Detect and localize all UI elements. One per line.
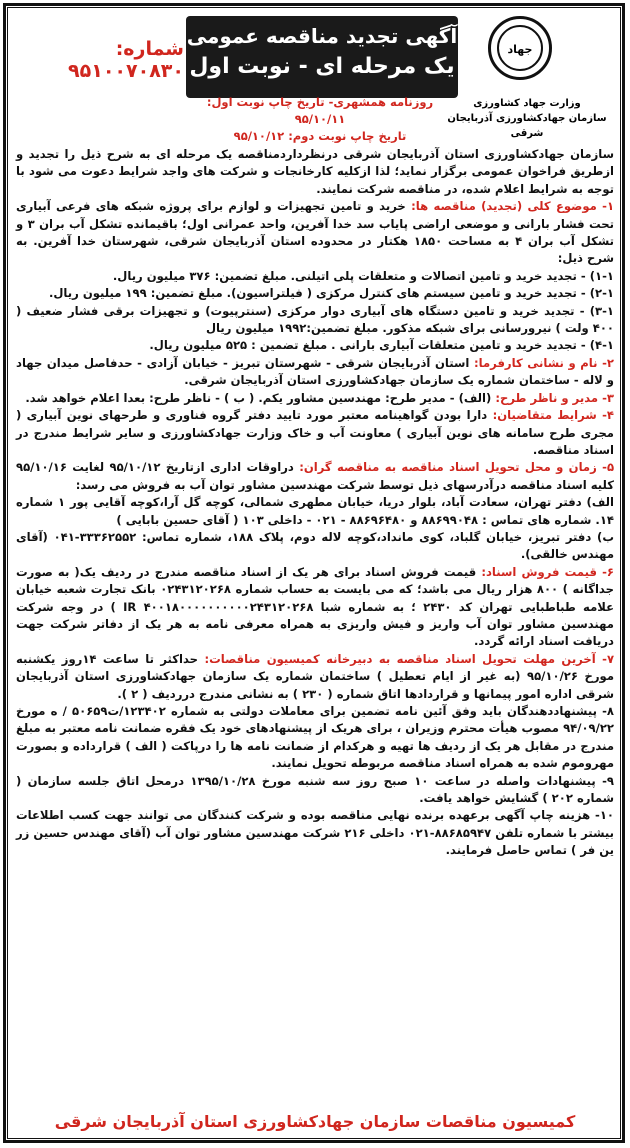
section-text: ۴-۱) - تجدید خرید و تامین متعلقات آبیاری بارانی . مبلغ تضمین : ۵۲۵ میلیون ریال. [149,338,614,353]
section-paragraph [16,529,614,564]
section-paragraph [16,773,614,808]
section-paragraph [16,337,614,354]
section-text: حداکثر تا ساعت ۱۴روز یکشنبه مورخ ۹۵/۱۰/۲۶ (به غیر از ایام تعطیل ) ساختمان شماره یک سازمان جهادکشاورزی استان آذربایجان شرقی اداره امور پیمانها و قراردادها اتاق شماره ( ۲۳۰ ) به نشانی مندرج درردیف ( ۲ ). [16,651,614,701]
section-label: ۶- قیمت فروش اسناد: [481,564,614,579]
title-banner [186,16,458,98]
section-text: ۱۰- هزینه چاپ آگهی برعهده برنده نهایی مناقصه بوده و شرکت کنندگان می توانند جهت کسب اطلاعات بیشتر با شماره تلفن ۸۸۶۸۵۹۴۷-۰۲۱ داخلی ۲۱۶ شرکت مهندسین مشاور توان آب (آقای مهندس حسین زر ین فر ) تماس حاصل فرمایند. [16,808,614,858]
section-text: (الف) - مدیر طرح: مهندسین مشاور یکم. ( ب ) - ناظر طرح: بعدا اعلام خواهد شد. [25,390,496,405]
section-paragraph [16,285,614,302]
date-line-2: تاریخ چاپ نوبت دوم: ۹۵/۱۰/۱۲ [233,129,407,143]
section-label: ۱- موضوع کلی (تجدید) مناقصه ها: [411,199,615,214]
sections-list [16,198,614,859]
print-dates [190,94,450,145]
section-label: ۷- آخرین مهلت تحویل اسناد مناقصه به دبیرخانه کمیسیون مناقصات: [204,651,615,666]
notice-body [16,146,614,860]
section-text: قیمت فروش اسناد برای هر یک از اسناد مناقصه مندرج در ردیف یک( به صورت جداگانه ) ۸۰۰ هزار ریال می باشد؛ که می بایست به حساب شماره ۰۲۴۳۱۲۰۲۶۸ بانک تجارت شعبه خیابان علامه طباطبایی تهران کد ۲۴۳۰ ؛ به شماره شبا IR ۴۰۰۱۸۰۰۰۰۰۰۰۰۰۰۲۴۳۱۲۰۲۶۸ ) در وجه شرکت مهندسین مشاور توان آب واریز و فیش واریزی به همراه معرفی نامه به هر یک از دفاتر شرکت جهت دریافت اسناد ارائه گردد. [16,564,614,649]
section-text: دراوقات اداری ازتاریخ ۹۵/۱۰/۱۲ لغایت ۹۵/۱۰/۱۶ کلیه اسناد مناقصه درآدرسهای ذیل توسط شرکت مهندسین مشاور توان آب به فروش می رسد: [16,460,614,492]
section-paragraph [16,303,614,338]
section-paragraph [16,651,614,703]
section-label: ۴- شرایط متقاضیان: [492,408,614,423]
section-label: ۵- زمان و محل تحویل اسناد مناقصه به مناقصه گران: [299,460,615,475]
ministry-line-2: سازمان جهادکشاورزی آذربایجان شرقی [447,113,607,139]
footer-signature: کمیسیون مناقصات سازمان جهادکشاورزی استان آذربایجان شرقی [54,1112,576,1131]
ministry-line-1: وزارت جهاد کشاورزی [473,98,581,109]
logo-text: جهاد [497,25,543,71]
ministry-block [442,96,612,141]
intro-paragraph: سازمان جهادکشاورزی استان آذربایجان شرقی درنظرداردمناقصه یک مرحله ای به شرح ذیل را تجدید و ازطریق فراخوان عمومی برگزار نماید؛ لذا ازکلیه کارخانجات و شرکت های واجد شرایط دعوت می شود با توجه به شرایط اعلام شده، در مناقصه شرکت نمایند. [16,147,614,196]
section-text: ۳-۱) - تجدید خرید و تامین دستگاه های آبیاری دوار مرکزی (سنترپیوت) و تجهیزات برقی فشار ضعیف ( ۴۰۰ ولت ) نیرورسانی برای شبکه مذکور. مبلغ تضمین:۱۹۹۲ میلیون ریال [16,303,614,336]
section-paragraph [16,494,614,529]
section-paragraph [16,459,614,494]
section-paragraph [16,564,614,651]
notice-number: شماره: ۹۵۱۰۰۷۰۸۳۰ [68,38,184,82]
section-paragraph [16,807,614,859]
title-line-2: یک مرحله ای - نوبت اول [189,54,455,79]
section-text: استان آذربایجان شرقی - شهرستان تبریز - خیابان آزادی - حدفاصل میدان جهاد و لاله - ساختمان شماره یک سازمان جهادکشاورزی استان آذربایجان شرقی. [16,355,614,388]
section-text: ۹- پیشنهادات واصله در ساعت ۱۰ صبح روز سه شنبه مورخ ۱۳۹۵/۱۰/۲۸ درمحل اتاق جلسه سازمان ( شماره ۲۰۲ ) گشایش خواهد یافت. [16,773,614,806]
section-paragraph [16,355,614,390]
title-line-1: آگهی تجدید مناقصه عمومی [186,24,458,48]
date-line-1: روزنامه همشهری- تاریخ چاپ نوبت اول: ۹۵/۱۰/۱۱ [206,95,434,126]
section-text: ۸- پیشنهاددهندگان باید وفق آئین نامه تضمین برای معاملات دولتی به شماره ۱۲۳۴۰۲/ت۵۰۶۵۹ / ه مورخ ۹۴/۰۹/۲۲ مصوب هیأت محترم وزیران ، برای هریک از پیشنهادهای خود یک فقره ضمانت نامه معتبر به مبلغ مندرج در مقابل هر یک از ردیف ها تهیه و هرکدام از ضمانت نامه ها را درپاکت ( الف ) قرارداده و بصورت مهروموم شده به همراه اسناد مناقصه مربوطه تحویل نمایند. [16,704,614,771]
jihad-logo-icon [488,16,552,80]
section-text: خرید و تامین تجهیزات و لوازم برای پروژه شبکه های فرعی آبیاری تحت فشار بارانی و موضعی اراضی پایاب سد خدا آفرین، واحد عمرانی اول؛ باقیمانده تشکل آب بران ۳ و تشکل آب بران ۴ به مساحت ۱۸۵۰ هکتار در محدوده استان آذربایجان شرقی، شهرستان خدا آفرین. به شرح ذیل: [16,199,615,266]
section-text: الف) دفتر تهران، سعادت آباد، بلوار دریا، خیابان مطهری شمالی، کوچه گل آرا،کوچه آقایی پور ۱ شماره ۱۴. شماره های تماس : ۸۸۶۹۹۰۴۸ و ۸۸۶۹۶۴۸۰ - ۰۲۱ - داخلی ۱۰۳ ( آقای حسین بابایی ) [16,495,614,527]
section-text: ۱-۱) - تجدید خرید و تامین اتصالات و متعلقات پلی اتیلنی. مبلغ تضمین: ۳۷۶ میلیون ریال. [112,268,614,283]
section-paragraph [16,268,614,285]
section-paragraph [16,198,614,268]
section-label: ۲- نام و نشانی کارفرما: [473,355,614,370]
section-paragraph [16,407,614,459]
section-paragraph [16,703,614,773]
section-text: ۲-۱) - تجدید خرید و تامین سیستم های کنترل مرکزی ( فیلتراسیون). مبلغ تضمین: ۱۹۹ میلیون ریال. [48,286,614,301]
section-text: دارا بودن گواهینامه معتبر مورد تایید دفتر گروه فناوری و طرحهای نوین آبیاری ( مجری طرح سامانه های نوین آبیاری ) معاونت آب و خاک وزارت جهادکشاورزی و سایر شرایط مندرج در اسناد مناقصه. [16,408,614,457]
section-paragraph [16,390,614,407]
section-label: ۳- مدیر و ناظر طرح: [495,390,614,405]
section-text: ب) دفتر تبریز، خیابان گلباد، کوی مانداد،کوچه لاله دوم، پلاک ۱۸۸، شماره تماس: ۳۳۳۶۲۵۵۲-۰۴۱ (آقای مهندس خالقی). [16,529,614,562]
